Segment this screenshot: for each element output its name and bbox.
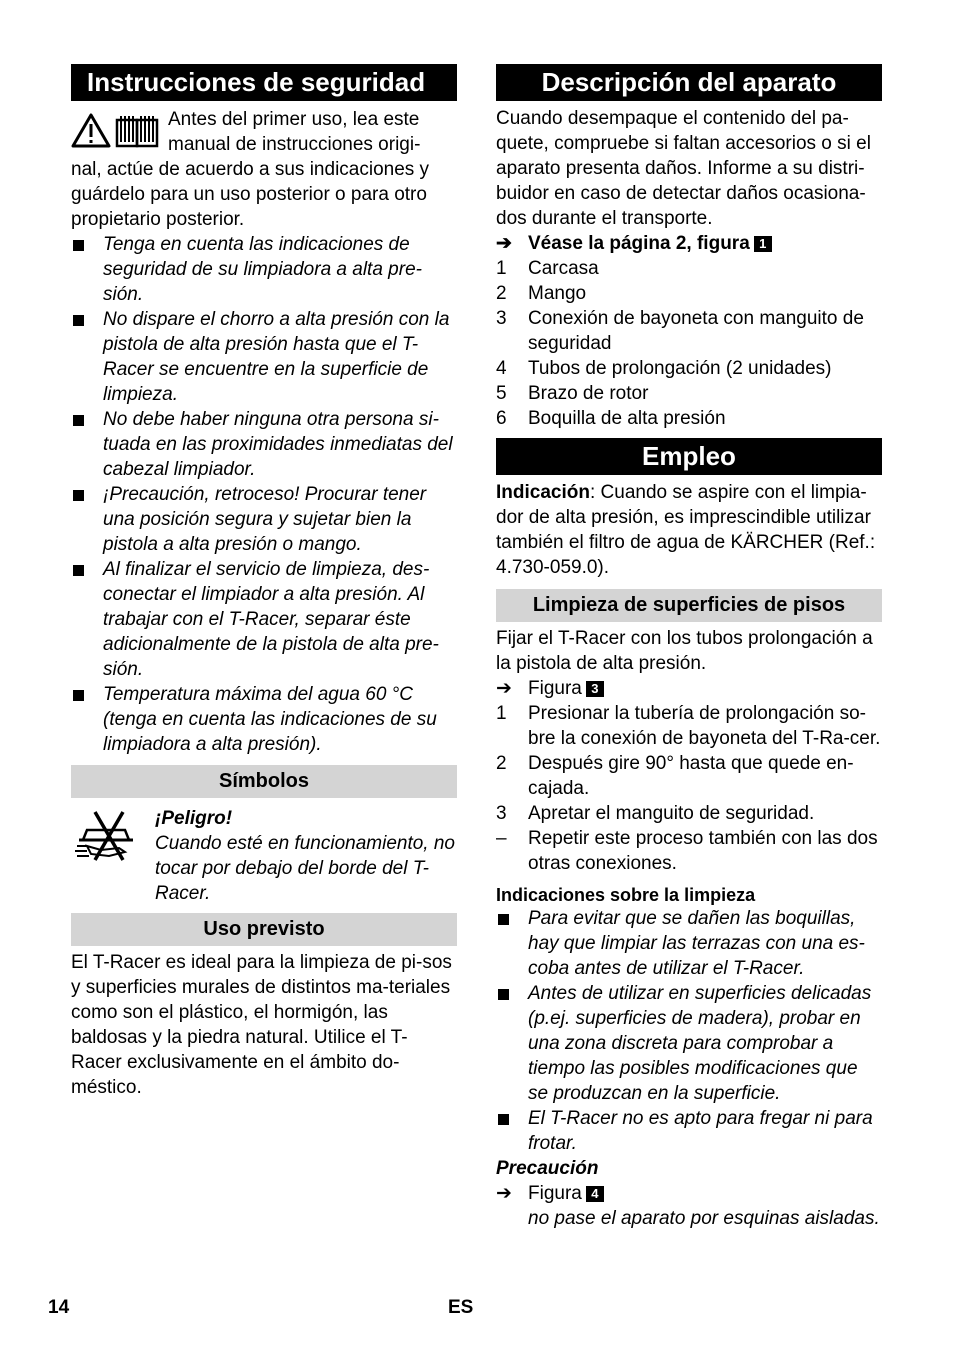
assembly-steps: [496, 701, 882, 876]
intro-rest: nal, actúe de acuerdo a sus indicaciones y guárdelo para un uso posterior o para otro propietario posterior.: [71, 159, 430, 230]
safety-heading: Instrucciones de seguridad: [71, 64, 457, 101]
device-description-heading: Descripción del aparato: [496, 64, 882, 101]
caution-text: no pase el aparato por esquinas aisladas.: [528, 1208, 880, 1229]
list-item: Temperatura máxima del agua 60 °C (tenga en cuenta las indicaciones de su limpiadora a alta presión).: [71, 682, 457, 757]
usage-heading: Empleo: [496, 438, 882, 475]
list-item: ¡Precaución, retroceso! Procurar tener una posición segura y sujetar bien la pistola a alta presión o mango.: [71, 482, 457, 557]
list-item: 4 Tubos de prolongación (2 unidades): [496, 358, 832, 379]
list-item: Tenga en cuenta las indicaciones de seguridad de su limpiadora a alta pre-sión.: [71, 232, 457, 307]
symbols-heading: Símbolos: [71, 765, 457, 798]
danger-text: Cuando esté en funcionamiento, no tocar por debajo del borde del T-Racer.: [155, 833, 455, 904]
list-item: 3 Apretar el manguito de seguridad.: [496, 803, 815, 824]
list-item: No dispare el chorro a alta presión con la pistola de alta presión hasta que el T-Racer se encuentre en la superficie de limpieza.: [71, 307, 457, 407]
note-text: : Cuando se aspire con el limpia-dor de alta presión, es imprescindible utilizar también el filtro de agua de KÄRCHER (Ref.: 4.730-059.0).: [496, 482, 876, 578]
list-item: 1 Presionar la tubería de prolongación so-bre la conexión de bayoneta del T-Ra-cer.: [496, 703, 881, 749]
right-column: [496, 64, 882, 1231]
danger-title: ¡Peligro!: [155, 808, 233, 829]
list-item: El T-Racer no es apto para fregar ni para frotar.: [496, 1106, 882, 1156]
safety-intro: [71, 107, 457, 232]
device-intro: Cuando desempaque el contenido del pa-quete, compruebe si faltan accesorios o si el aparato presenta daños. Informe a su distri-buidor en caso de detectar daños ocasiona-dos durante el transporte.: [496, 108, 871, 229]
list-item: – Repetir este proceso también con las dos otras conexiones.: [496, 828, 878, 874]
note-label: Indicación: [496, 482, 590, 503]
list-item: 2 Mango: [496, 283, 587, 304]
parts-list: [496, 256, 882, 431]
warning-manual-icon: [71, 112, 161, 152]
arrow-right-icon: ➔: [496, 233, 512, 254]
arrow-right-icon: ➔: [496, 1183, 512, 1204]
safety-bullets: [71, 232, 457, 757]
note-paragraph: [496, 480, 882, 580]
list-item: 1 Carcasa: [496, 258, 599, 279]
list-item: 3 Conexión de bayoneta con manguito de seguridad: [496, 308, 864, 354]
cleaning-tips: [496, 906, 882, 1156]
left-column: [71, 64, 457, 1100]
list-item: No debe haber ninguna otra persona si-tuada en las proximidades inmediatas del cabezal limpiador.: [71, 407, 457, 482]
list-item: 2 Después gire 90° hasta que quede en-cajada.: [496, 753, 854, 799]
list-item: 5 Brazo de rotor: [496, 383, 649, 404]
caution-title: Precaución: [496, 1158, 599, 1179]
see-page-ref: ➔ Véase la página 2, figura 1: [496, 231, 882, 256]
page-number: 14: [48, 1297, 70, 1318]
list-item: 6 Boquilla de alta presión: [496, 408, 726, 429]
floor-cleaning-heading: Limpieza de superficies de pisos: [496, 589, 882, 622]
figure-number-badge: 3: [586, 681, 604, 697]
intro-first-lines: Antes del primer uso, lea este manual de instrucciones origi-: [168, 109, 421, 155]
list-item: Al finalizar el servicio de limpieza, des-conectar el limpiador a alta presión. Al trabajar con el T-Racer, separar éste adicionalmente de la pistola de alta pre-sión.: [71, 557, 457, 682]
floor-cleaning-text: Fijar el T-Racer con los tubos prolongación a la pistola de alta presión.: [496, 628, 873, 674]
figure-number-badge: 4: [586, 1186, 604, 1202]
figure-4-ref: ➔ Figura 4: [496, 1181, 882, 1206]
figure-number-badge: 1: [754, 236, 772, 252]
arrow-right-icon: ➔: [496, 678, 512, 699]
figure-3-ref: ➔ Figura 3: [496, 676, 882, 701]
intended-use-text: El T-Racer es ideal para la limpieza de pi-sos y superficies murales de distintos ma-teriales como son el plástico, el hormigón, las baldosas y la piedra natural. Utilice el T-Racer exclusivamente en el ámbito do-méstico.: [71, 952, 452, 1098]
cleaning-tips-heading: Indicaciones sobre la limpieza: [496, 885, 756, 905]
no-hand-under-edge-icon: [73, 808, 143, 864]
intended-use-heading: Uso previsto: [71, 913, 457, 946]
danger-block: [71, 806, 457, 906]
list-item: Para evitar que se dañen las boquillas, hay que limpiar las terrazas con una es-coba antes de utilizar el T-Racer.: [496, 906, 882, 981]
language-code: ES: [448, 1297, 474, 1318]
list-item: Antes de utilizar en superficies delicadas (p.ej. superficies de madera), probar en una zona discreta para comprobar a tiempo las posibles modificaciones que se produzcan en la superficie.: [496, 981, 882, 1106]
